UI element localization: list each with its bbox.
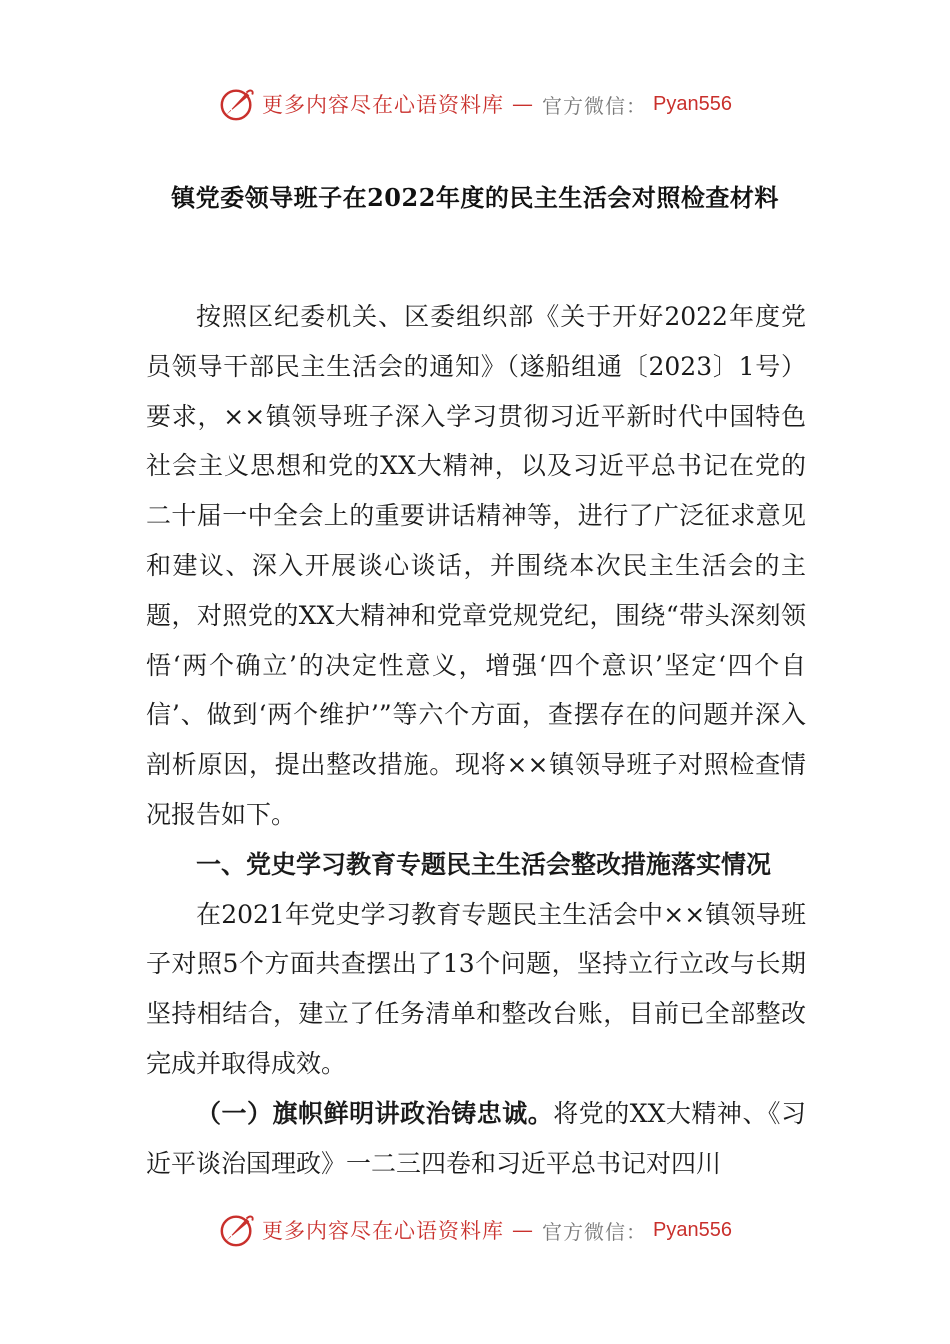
quill-logo-icon (218, 1211, 256, 1249)
banner-text: 更多内容尽在心语资料库 (262, 1219, 505, 1243)
subsection-paragraph (146, 1089, 806, 1189)
header-banner (0, 84, 950, 124)
document-title: 镇党委领导班子在2022年度的民主生活会对照检查材料 (171, 183, 779, 212)
subsection-text: 将党的XX大精神、《习近平谈治国理政》一二三四卷和习近平总书记对四川 (146, 1098, 806, 1178)
banner-text: 更多内容尽在心语资料库 (262, 93, 505, 117)
footer-banner (0, 1210, 950, 1250)
banner-contact-id: Pyan556 (653, 92, 732, 115)
banner-contact-id: Pyan556 (653, 1218, 732, 1241)
banner-separator: — (512, 1218, 535, 1242)
subsection-lead: （一）旗帜鲜明讲政治铸忠诚。 (196, 1098, 554, 1128)
document-body (146, 292, 806, 1188)
section-paragraph: 在2021年党史学习教育专题民主生活会中××镇领导班子对照5个方面共查摆出了13个问题，坚持立行立改与长期坚持相结合，建立了任务清单和整改台账，目前已全部整改完成并取得成效。 (146, 899, 806, 1078)
banner-contact-label: 官方微信： (542, 93, 648, 118)
section-heading: 一、党史学习教育专题民主生活会整改措施落实情况 (196, 849, 772, 879)
banner-contact-label: 官方微信： (542, 1219, 648, 1244)
banner-separator: — (512, 92, 535, 116)
intro-paragraph: 按照区纪委机关、区委组织部《关于开好2022年度党员领导干部民主生活会的通知》（遂船组通〔2023〕1号）要求，××镇领导班子深入学习贯彻习近平新时代中国特色社会主义思想和党的XX大精神，以及习近平总书记在党的二十届一中全会上的重要讲话精神等，进行了广泛征求意见和建议、深入开展谈心谈话，并围绕本次民主生活会的主题，对照党的XX大精神和党章党规党纪，围绕“带头深刻领悟‘两个确立’的决定性意义，增强‘四个意识’坚定‘四个自信’、做到‘两个维护’”等六个方面，查摆存在的问题并深入剖析原因，提出整改措施。现将××镇领导班子对照检查情况报告如下。 (146, 302, 806, 829)
quill-logo-icon (218, 85, 256, 123)
